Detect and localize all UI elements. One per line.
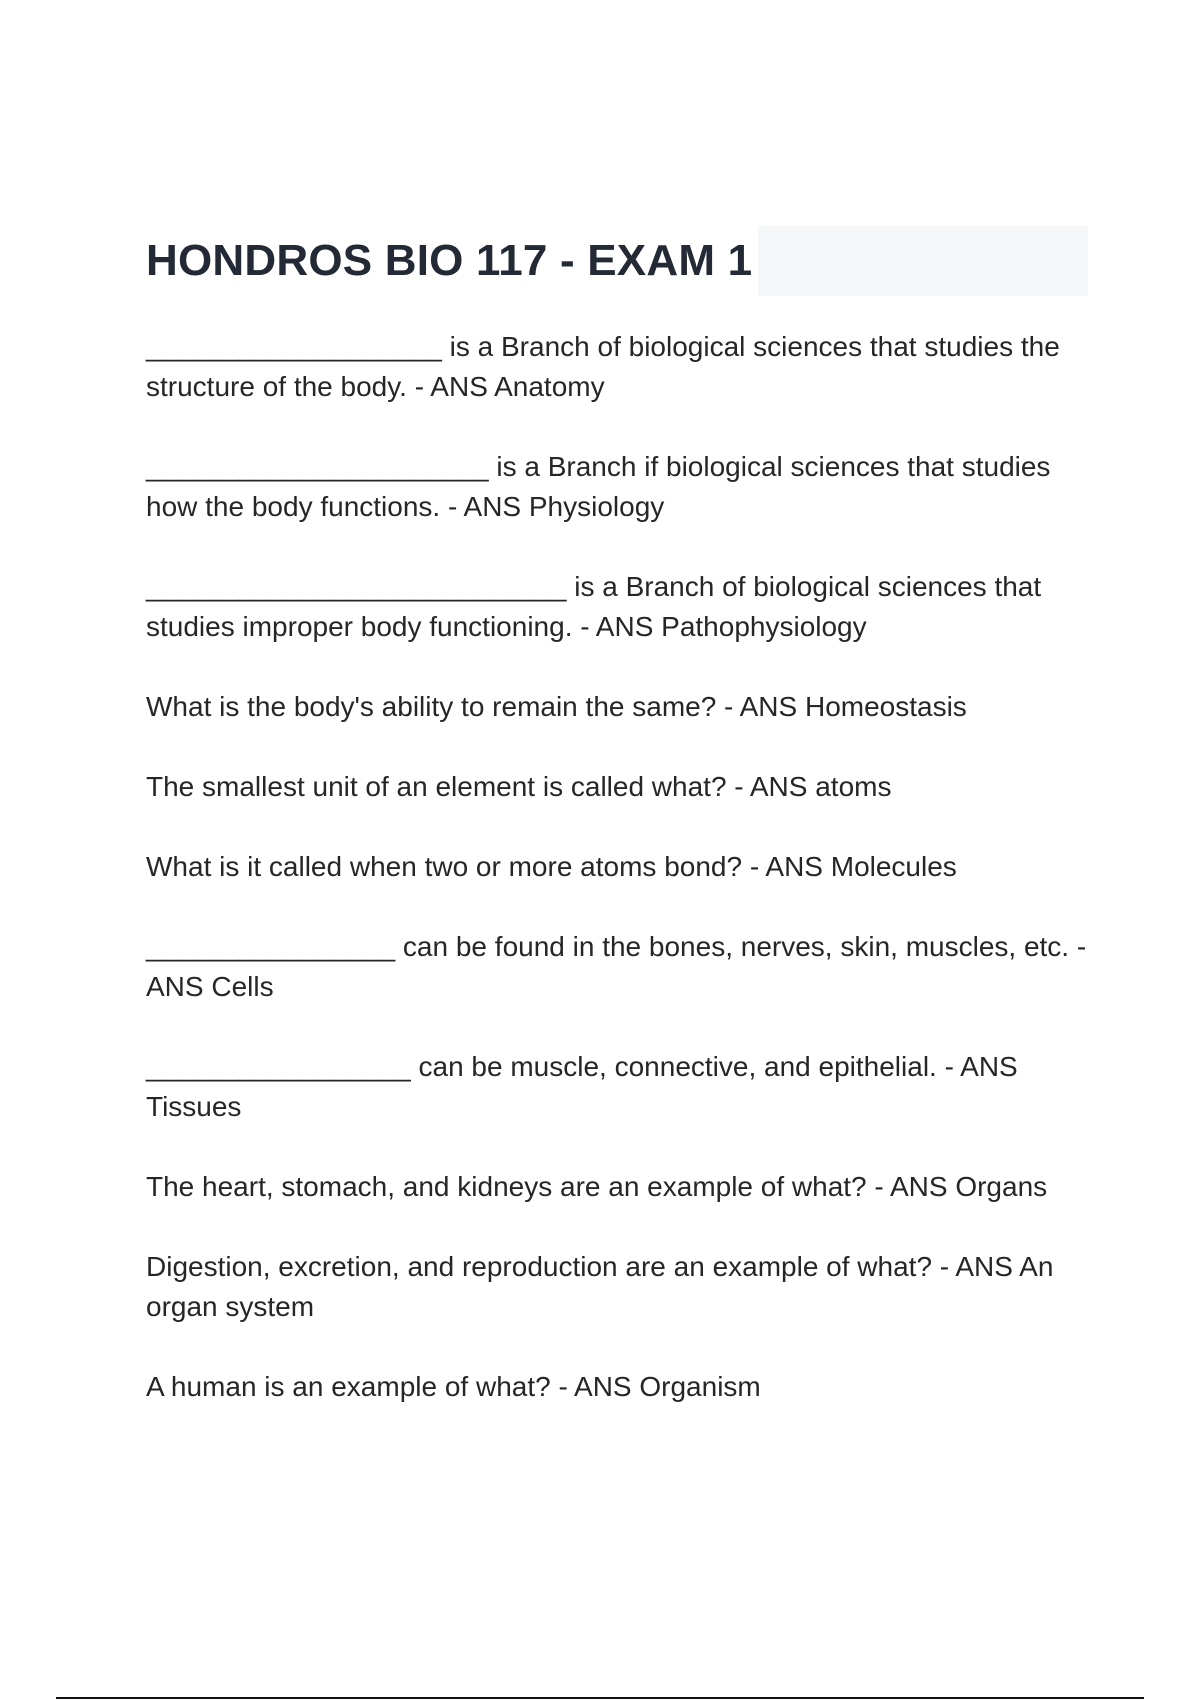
question-item: The heart, stomach, and kidneys are an example of what? - ANS Organs [146, 1171, 1048, 1202]
question-item: ___________________________ is a Branch of biological sciences that studies improper body functioning. - ANS Pathophysiology [146, 571, 1042, 642]
question-item: _________________ can be muscle, connective, and epithelial. - ANS Tissues [146, 1051, 1018, 1122]
question-item: ______________________ is a Branch if biological sciences that studies how the body functions. - ANS Physiology [146, 451, 1051, 522]
question-item: What is the body's ability to remain the same? - ANS Homeostasis [146, 691, 967, 722]
question-item: Digestion, excretion, and reproduction are an example of what? - ANS An organ system [146, 1251, 1054, 1322]
question-item: ___________________ is a Branch of biological sciences that studies the structure of the body. - ANS Anatomy [146, 331, 1060, 402]
page-title: HONDROS BIO 117 - EXAM 1 [146, 226, 758, 296]
question-item: The smallest unit of an element is called what? - ANS atoms [146, 771, 892, 802]
question-item: What is it called when two or more atoms bond? - ANS Molecules [146, 851, 957, 882]
question-list [146, 327, 1096, 1447]
footer-divider [56, 1697, 1144, 1699]
question-item: ________________ can be found in the bones, nerves, skin, muscles, etc. - ANS Cells [146, 931, 1087, 1002]
question-item: A human is an example of what? - ANS Organism [146, 1371, 761, 1402]
